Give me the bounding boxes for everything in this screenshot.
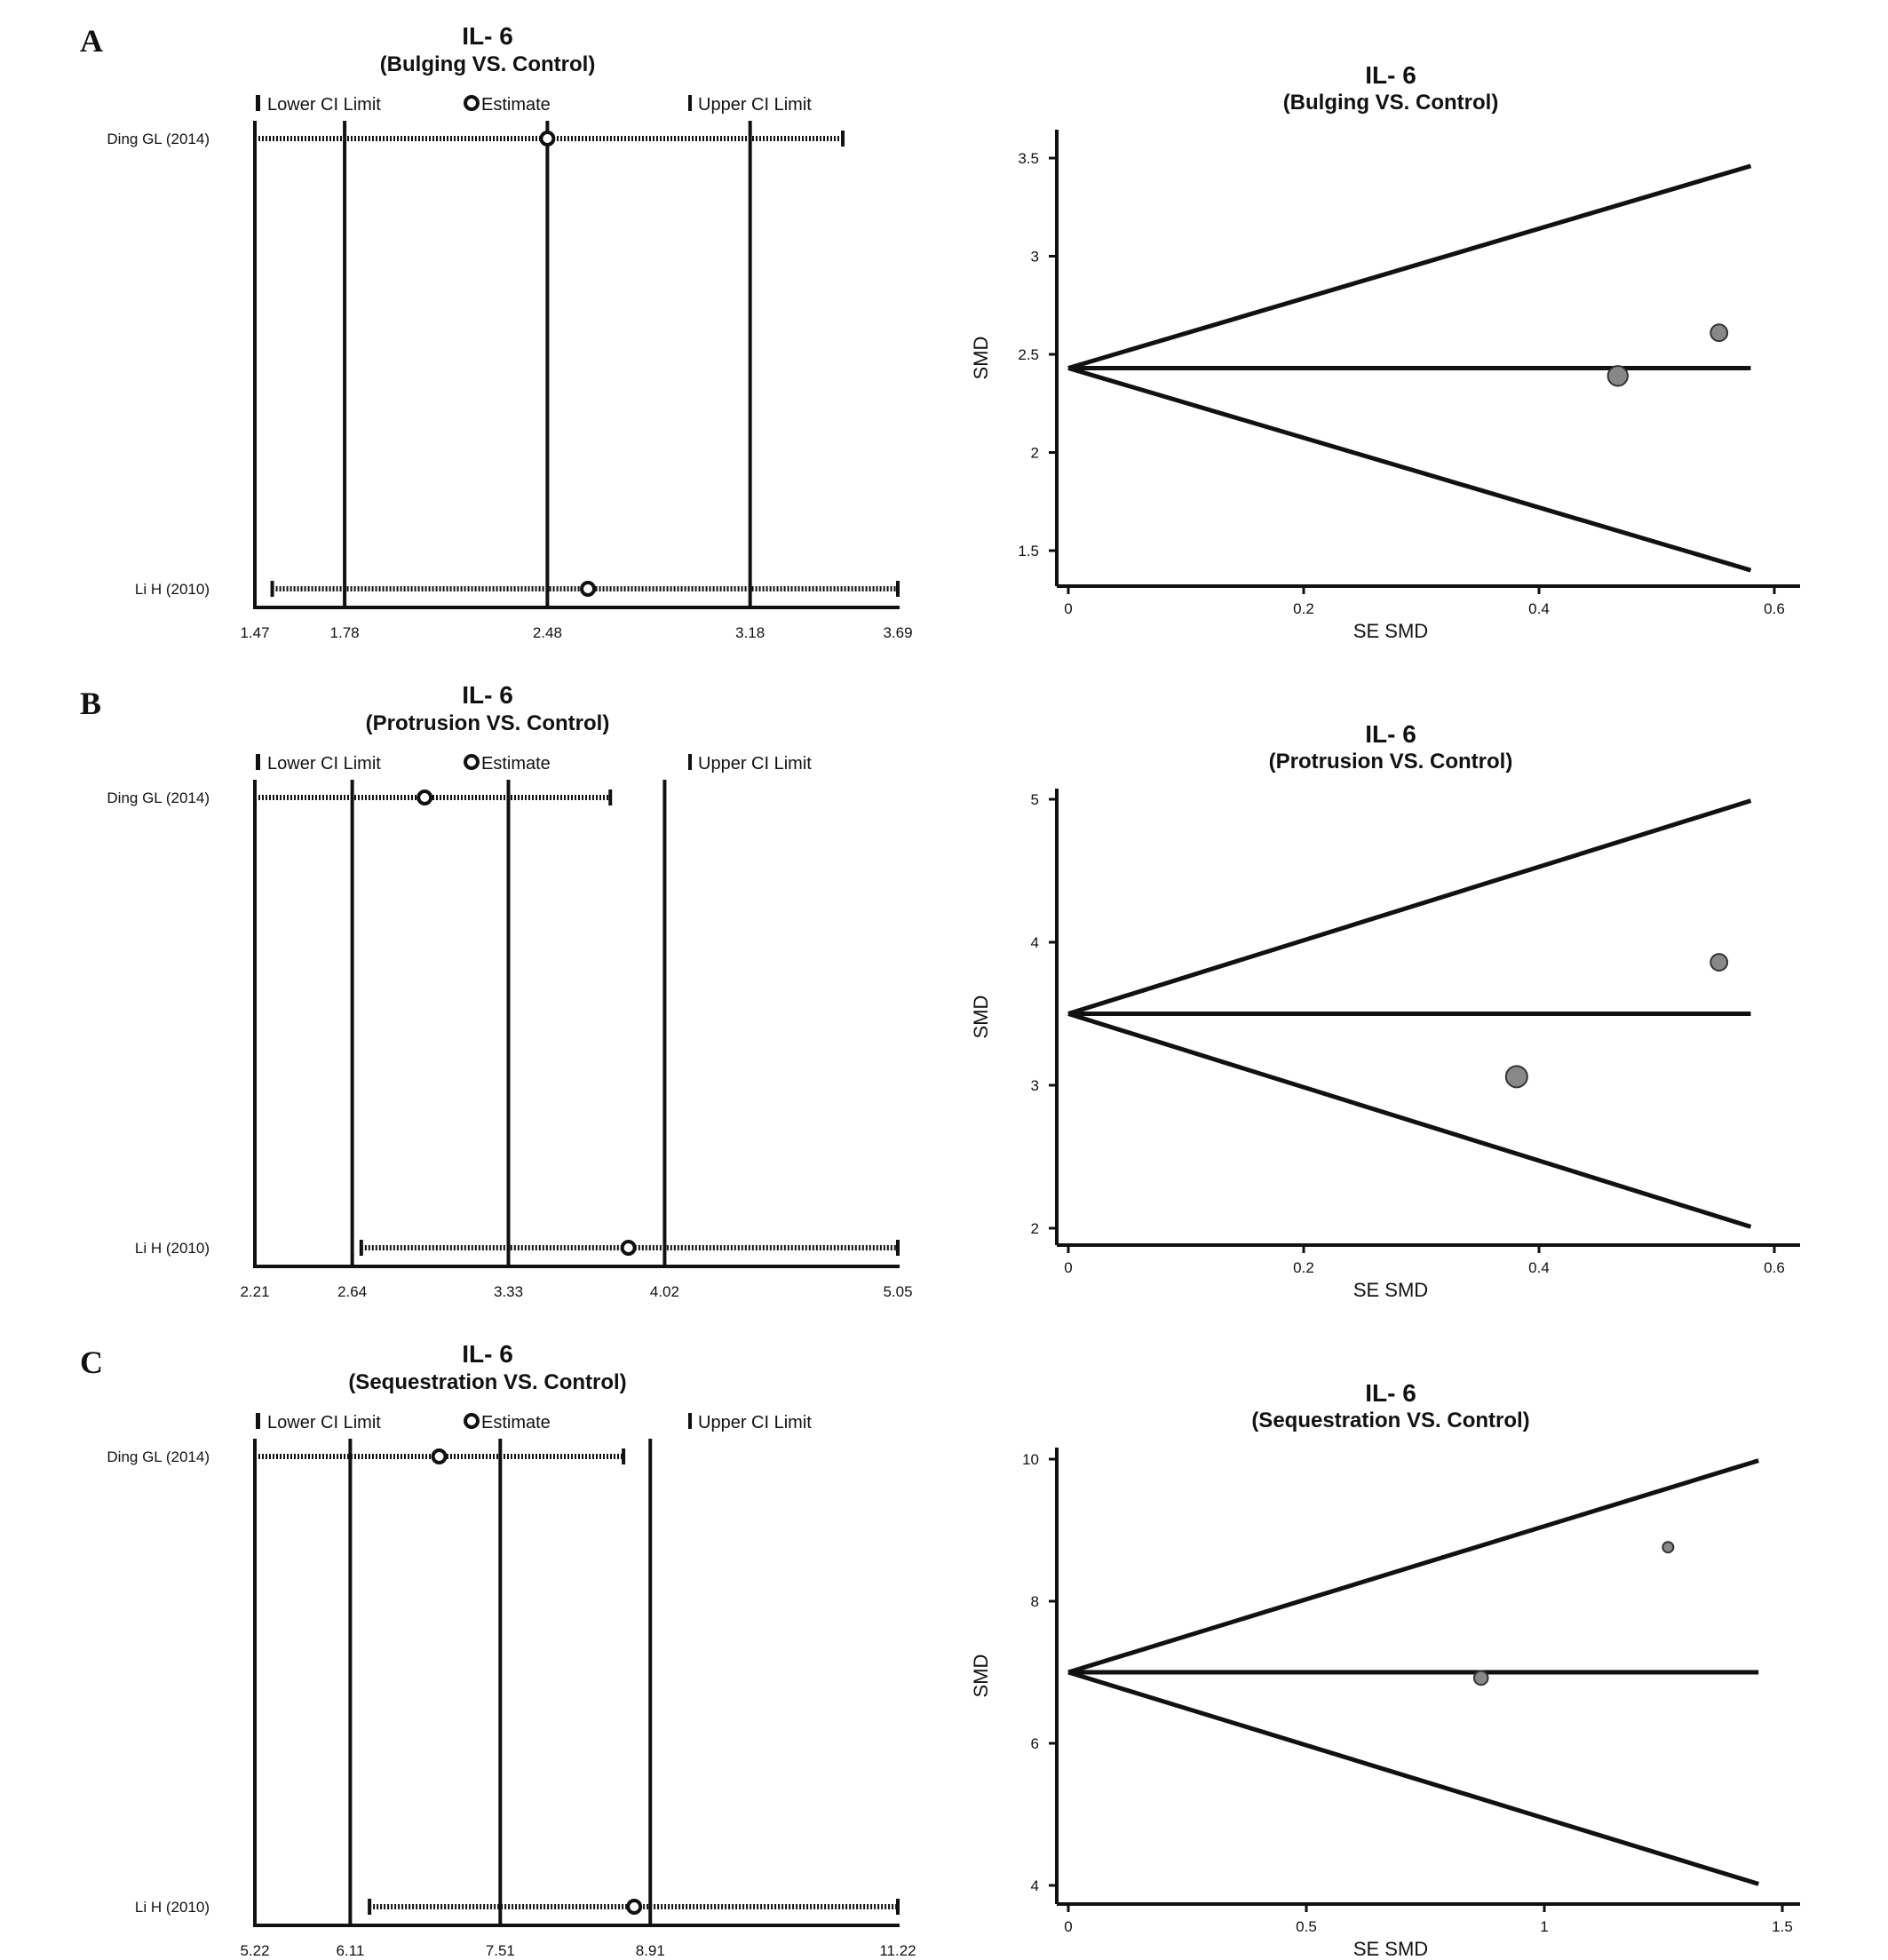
- x-tick-label: 6.11: [336, 1942, 365, 1959]
- forest-title: IL- 6: [462, 22, 513, 50]
- panel-c: [80, 1340, 1800, 1960]
- study-point: [1608, 366, 1628, 385]
- study-label: Li H (2010): [134, 1899, 210, 1916]
- x-tick-label: 1.5: [1772, 1918, 1793, 1935]
- y-tick-label: 3: [1030, 248, 1039, 266]
- funnel-subtitle: (Protrusion VS. Control): [1268, 750, 1513, 774]
- upper-ci-legend-marker: [688, 1413, 692, 1429]
- x-axis-label: SE SMD: [1353, 1279, 1429, 1301]
- x-tick-label: 7.51: [485, 1942, 515, 1959]
- legend-lower-ci: Lower CI Limit: [267, 95, 381, 115]
- study-point: [1474, 1671, 1488, 1686]
- x-tick-label: 0: [1064, 1259, 1073, 1276]
- estimate-marker: [628, 1900, 640, 1913]
- estimate-legend-marker: [465, 1415, 478, 1427]
- estimate-marker: [623, 1242, 635, 1254]
- y-tick-label: 2.5: [1018, 346, 1039, 363]
- lower-ci-legend-marker: [256, 1413, 260, 1429]
- estimate-marker: [433, 1450, 446, 1463]
- x-tick-label: 0.6: [1764, 600, 1785, 617]
- x-tick-label: 0.4: [1528, 1259, 1550, 1276]
- study-label: Li H (2010): [134, 581, 210, 598]
- funnel-plot: [970, 720, 1800, 1301]
- estimate-marker: [541, 132, 553, 145]
- x-tick-label: 5.22: [240, 1942, 270, 1959]
- lower-ci-legend-marker: [256, 754, 260, 770]
- funnel-lower-line: [1068, 1672, 1758, 1884]
- lower-ci-legend-marker: [256, 95, 260, 111]
- x-tick-label: 0: [1064, 1918, 1073, 1935]
- forest-title: IL- 6: [462, 1340, 513, 1368]
- funnel-subtitle: (Sequestration VS. Control): [1251, 1409, 1530, 1432]
- x-tick-label: 11.22: [879, 1942, 916, 1959]
- x-tick-label: 0.2: [1293, 600, 1314, 617]
- study-point: [1662, 1542, 1673, 1552]
- x-axis-label: SE SMD: [1353, 1938, 1429, 1960]
- y-tick-label: 2: [1030, 1220, 1039, 1237]
- forest-subtitle: (Protrusion VS. Control): [365, 711, 610, 735]
- y-tick-label: 4: [1030, 934, 1039, 951]
- y-tick-label: 3.5: [1018, 150, 1039, 167]
- panel-letter: B: [80, 686, 102, 721]
- funnel-upper-line: [1068, 166, 1751, 369]
- panel-b: [80, 681, 1800, 1301]
- upper-ci-legend-marker: [688, 754, 692, 770]
- study-label: Ding GL (2014): [107, 1448, 210, 1465]
- y-tick-label: 4: [1030, 1877, 1039, 1894]
- study-point: [1710, 324, 1727, 341]
- y-tick-label: 1.5: [1018, 543, 1039, 559]
- study-label: Ding GL (2014): [107, 790, 210, 806]
- x-tick-label: 1.47: [240, 624, 270, 641]
- x-tick-label: 1: [1540, 1918, 1549, 1935]
- funnel-plot: [970, 1379, 1800, 1960]
- estimate-marker: [418, 791, 431, 804]
- forest-subtitle: (Bulging VS. Control): [379, 52, 596, 76]
- y-axis-label: SMD: [970, 336, 992, 380]
- x-tick-label: 2.64: [337, 1283, 368, 1300]
- x-tick-label: 5.05: [883, 1283, 913, 1300]
- x-tick-label: 2.21: [240, 1283, 270, 1300]
- x-tick-label: 0.6: [1764, 1259, 1785, 1276]
- forest-subtitle: (Sequestration VS. Control): [348, 1370, 627, 1394]
- y-axis-label: SMD: [970, 995, 992, 1039]
- y-tick-label: 3: [1030, 1077, 1039, 1094]
- funnel-title: IL- 6: [1365, 720, 1416, 748]
- funnel-upper-line: [1068, 1461, 1758, 1672]
- y-tick-label: 8: [1030, 1593, 1039, 1610]
- estimate-legend-marker: [465, 756, 478, 768]
- panel-letter: C: [80, 1345, 103, 1380]
- panel-a: [80, 22, 1800, 642]
- x-tick-label: 0.5: [1296, 1918, 1317, 1935]
- legend-estimate: Estimate: [481, 1413, 551, 1432]
- funnel-lower-line: [1068, 1014, 1751, 1227]
- panel-letter: A: [80, 23, 103, 59]
- forest-plot: [107, 1340, 916, 1959]
- funnel-plot: [970, 61, 1800, 642]
- y-tick-label: 2: [1030, 444, 1039, 462]
- study-label: Ding GL (2014): [107, 131, 210, 147]
- funnel-title: IL- 6: [1365, 1379, 1416, 1407]
- x-tick-label: 0: [1064, 600, 1073, 617]
- study-point: [1710, 954, 1727, 971]
- legend-upper-ci: Upper CI Limit: [698, 95, 812, 115]
- funnel-lower-line: [1068, 368, 1751, 570]
- estimate-legend-marker: [465, 97, 478, 109]
- x-tick-label: 0.2: [1293, 1259, 1314, 1276]
- y-tick-label: 6: [1030, 1735, 1039, 1752]
- study-label: Li H (2010): [134, 1240, 210, 1257]
- x-tick-label: 1.78: [329, 624, 360, 641]
- legend-lower-ci: Lower CI Limit: [267, 754, 381, 774]
- funnel-title: IL- 6: [1365, 61, 1416, 89]
- funnel-subtitle: (Bulging VS. Control): [1282, 91, 1499, 115]
- x-axis-label: SE SMD: [1353, 620, 1429, 642]
- legend-upper-ci: Upper CI Limit: [698, 1413, 812, 1432]
- y-tick-label: 5: [1030, 791, 1039, 808]
- upper-ci-legend-marker: [688, 95, 692, 111]
- y-tick-label: 10: [1022, 1451, 1039, 1468]
- x-tick-label: 0.4: [1528, 600, 1550, 617]
- forest-plot: [107, 22, 912, 641]
- legend-upper-ci: Upper CI Limit: [698, 754, 812, 774]
- x-tick-label: 3.33: [493, 1283, 524, 1300]
- x-tick-label: 3.18: [735, 624, 766, 641]
- funnel-upper-line: [1068, 801, 1751, 1014]
- x-tick-label: 2.48: [532, 624, 562, 641]
- legend-estimate: Estimate: [481, 95, 551, 115]
- legend-lower-ci: Lower CI Limit: [267, 1413, 381, 1432]
- x-tick-label: 3.69: [883, 624, 913, 641]
- x-tick-label: 4.02: [649, 1283, 679, 1300]
- forest-plot: [107, 681, 912, 1300]
- forest-title: IL- 6: [462, 681, 513, 709]
- y-axis-label: SMD: [970, 1654, 992, 1698]
- study-point: [1506, 1066, 1527, 1087]
- legend-estimate: Estimate: [481, 754, 551, 774]
- x-tick-label: 8.91: [635, 1942, 665, 1959]
- estimate-marker: [582, 583, 594, 595]
